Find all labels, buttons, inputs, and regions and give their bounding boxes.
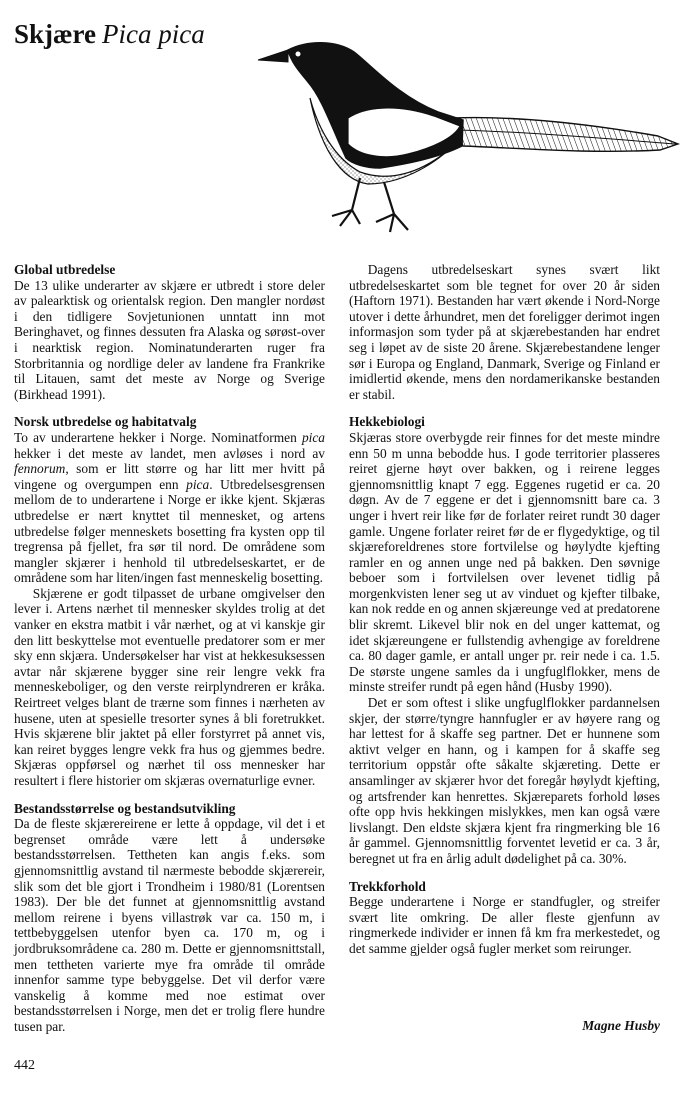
heading-hekke: Hekkebiologi bbox=[349, 414, 425, 430]
paragraph-hekke-2: Det er som oftest i slike ungfuglflokker pardannelsen skjer, der større/tyngre hannfugler er av høyere rang og har lettest for å skaffe seg partner. Det er hunnene som aktivt velger en hann, og i kampen for å skaffe seg territorium oppstår ofte såkalte skjæreting. Dette er ansamlinger av skjærer hvor det foregår høylydt kjefting, og artsfrender kan henrettes. Skjæreparets forhold løses ofte opp hvis hekkingen mislykkes, men kan også være livslangt. Den eldste skjæra kjent fra ringmerking ble 16 år gammel. Gjennomsnittlig forventet levetid er ca. 3 år, beregnet ut fra en årlig adult dødelighet på ca. 30%. bbox=[349, 695, 660, 866]
heading-trekk: Trekkforhold bbox=[349, 878, 426, 894]
heading-norsk: Norsk utbredelse og habitatvalg bbox=[14, 414, 197, 430]
magpie-illustration bbox=[248, 18, 688, 248]
taxon-pica-2: pica bbox=[186, 476, 210, 492]
heading-bestand: Bestandsstørrelse og bestandsutvikling bbox=[14, 800, 236, 816]
paragraph-bestand-2: Dagens utbredelseskart synes svært likt utbredelseskartet som ble tegnet for over 20 år siden (Haftorn 1971). Bestanden har vært økende i Nord-Norge utover i dette århundret, men det foreligger derimot ingen informasjon som tyder på at skjærebestanden har endret seg i løpet av de siste 20 årene. Skjærebestandene lenger sør i Europa og England, Danmark, Sverige og Finland er imidlertid økende, mens den nordamerikanske bestanden er stabil. bbox=[349, 262, 660, 402]
magpie-tail bbox=[453, 118, 678, 152]
page-title bbox=[14, 18, 205, 50]
page-number: 442 bbox=[14, 1058, 35, 1073]
paragraph-trekk-1: Begge underartene i Norge er standfugler, og streifer svært lite omkring. De aller fleste gjenfunn av ringmerkede individer er innen få km fra merkestedet, og det samme gjelder også fugler merket som reirunger. bbox=[349, 894, 660, 956]
species-latin-name: Pica pica bbox=[102, 19, 205, 49]
taxon-fennorum: fennorum bbox=[14, 461, 66, 477]
heading-global: Global utbredelse bbox=[14, 262, 116, 277]
paragraph-norsk-1: To av underartene hekker i Norge. Nominatformen pica hekker i det meste av landet, men avløses i nord av fennorum, som er litt større og har litt mer hvitt på vingene og overgumpen enn pica. Utbredelsesgrensen mellom de to underartene i Norge er ikke kjent. Skjæras utbredelse er nært knyttet til mennesket, og artens utbredelse følger menneskets bosetting fra kysten opp til tregrensa på fjellet, fra sør til nord. De områdene som mangler skjærer i henhold til utbredelseskartet, er de områdene som har liten/ingen fast menneskelig bosetting. bbox=[14, 429, 325, 586]
left-column bbox=[14, 262, 325, 1035]
right-column bbox=[349, 262, 660, 957]
magpie-body bbox=[258, 43, 463, 184]
magpie-legs bbox=[332, 178, 408, 232]
author-name: Magne Husby bbox=[582, 1018, 660, 1033]
species-common-name: Skjære bbox=[14, 19, 97, 49]
taxon-pica: pica bbox=[301, 429, 325, 445]
paragraph-global-1: De 13 ulike underarter av skjære er utbredt i store deler av palearktisk og orientalsk region. Den mangler nordøst i den tidligere Sovjetunionen unntatt inn mot Beringhavet, og finnes dessuten fra Alaska og sørøst-over i nearktisk region. Nominatunderarten ruger fra Storbritannia og nordlige deler av landene fra Frankrike til Litauen, samt det meste av Norge og Sverige (Birkhead 1991). bbox=[14, 277, 325, 402]
paragraph-bestand-1: Da de fleste skjærereirene er lette å oppdage, vil det i et begrenset område være lett å undersøke bestandsstørrelsen. Tettheten kan angis f.eks. som gjennomsnittlig avstand til nærmeste bebodde skjærereir, slik som det ble gjort i Trondheim i 1980/81 (Lorentsen 1983). Der ble det funnet at gjennomsnittlig avstand mellom reirene i byens villastrøk var ca. 150 m, i tettbebyggelsen utenfor byen ca. 170 m, og i jordbruksområdene ca. 280 m. Dette er gjennomsnittstall, men tettheten varierte mye fra område til område innenfor samme type bebyggelse. Det vil derfor være vanskelig å komme med noe estimat over bestandsstørrelsen i Norge, men det er trolig flere hundre tusen par. bbox=[14, 816, 325, 1034]
paragraph-norsk-2: Skjærene er godt tilpasset de urbane omgivelser den lever i. Artens nærhet til mennesker skyldes trolig at det vanker en ekstra matbit i vår nærhet, og at vi kanskje gir den litt beskyttelse mot eventuelle predatorer som er mer sky enn skjæra. Undersøkelser har vist at hekkesuksessen avtar når skjærene bygger sine reir lengre vekk fra menneskeboliger, og den verste reirplyndreren er kråka. Reirtreet velges blant de trærne som finnes i nærheten av husene, uten at spesielle tresorter synes å bli foretrukket. Hvis skjærene blir jaktet på eller forstyrret på annet vis, kan reiret bygges lengre vekk fra hus og gjemmes bedre. Skjæras oppførsel og nærhet til oss mennesker har resultert i flere historier om skjæras overnaturlige evner. bbox=[14, 585, 325, 788]
paragraph-hekke-1: Skjæras store overbygde reir finnes for det meste mindre enn 50 m unna bebodde hus. I gode territorier plasseres reiret gjerne høyt over bakken, og i reirene legges gjennomsnittlig knapt 7 egg. Eggenes rugetid er ca. 20 døgn. Av de 7 eggene er det i gjennomsnitt bare ca. 3 unger i hvert reir like før de forlater reiret rundt 30 dager gamle. Ungene forlater reiret før de er flygedyktige, og til skjæreforeldrenes store fortvilelse og høylydte kjefting ramler en og annen unge ned på bakken. Den søvnige beboer som i fortvilelsen over levenet tidlig på morgenkvisten lener seg ut av vinduet og kjefter tilbake, kan nok redde en og annen skjæreunge ved at predatorene blir skremt. Likevel blir nok en del unger kattemat, og idet skjæreungene er fullstendig avhengige av foreldrene ca. 80 dager gamle, er antall unger pr. reir nede i ca. 1.5. De største ungene samles da i ungfuglflokker, mens de minste streifer rundt på egen hånd (Husby 1990). bbox=[349, 429, 660, 695]
